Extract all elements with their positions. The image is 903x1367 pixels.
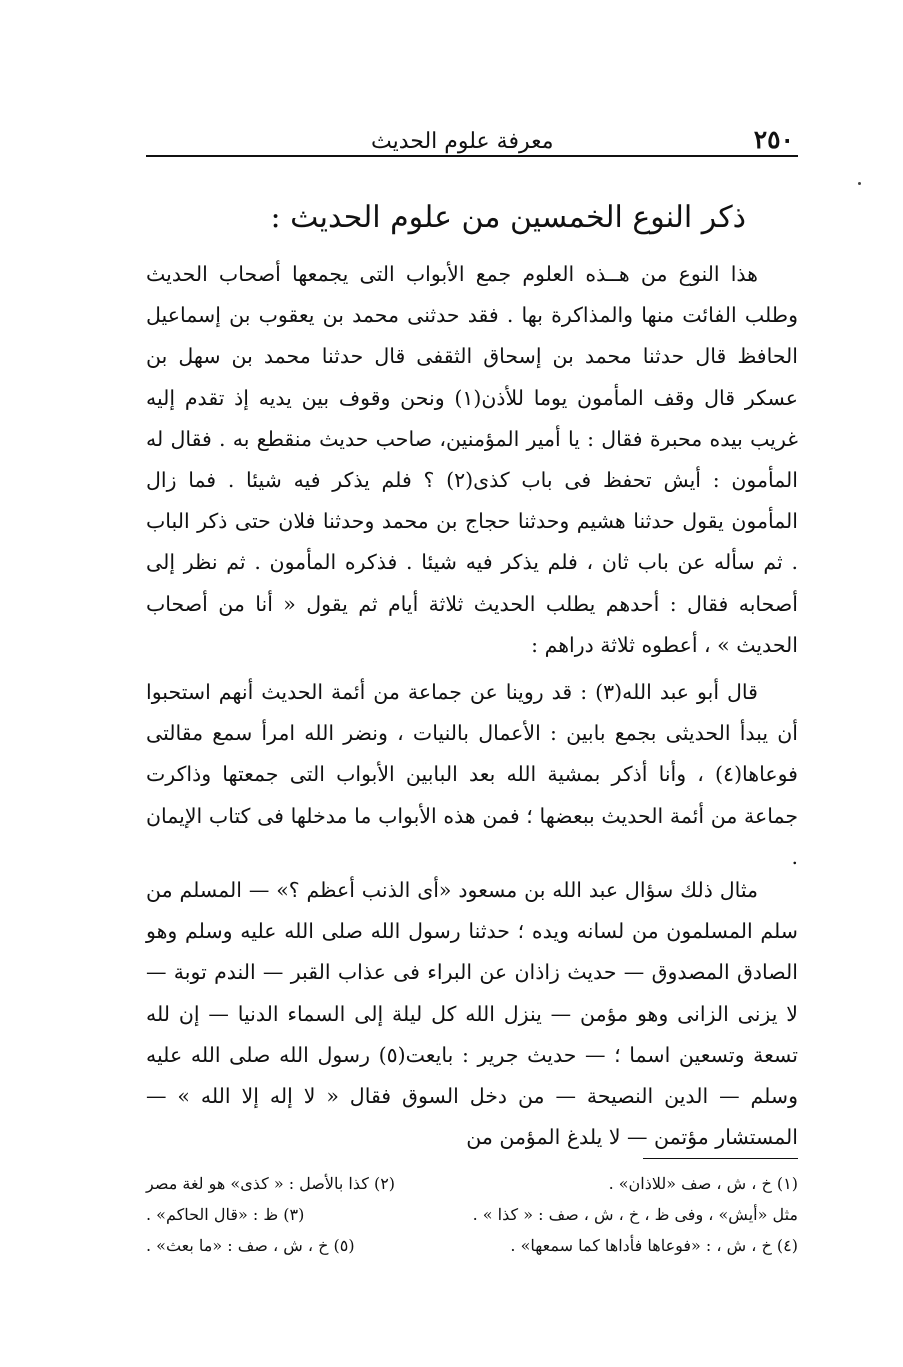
scan-speck	[858, 182, 861, 185]
footnote-4: (٤) خ ، ش ، : «فوعاها فأداها كما سمعها» .	[510, 1236, 798, 1255]
footnote-1: (١) خ ، ش ، صف «للاذان» .	[608, 1174, 798, 1193]
header-rule	[146, 155, 798, 157]
footnote-rule	[643, 1158, 798, 1159]
footnote-2-continued: مثل «أيش» ، وفى ظ ، خ ، ش ، صف : « كذا » .	[472, 1205, 798, 1224]
footnote-5: (٥) خ ، ش ، صف : «ما بعث» .	[146, 1236, 355, 1255]
footnote-row	[146, 1230, 806, 1261]
page-header	[146, 108, 798, 154]
paragraph-3	[146, 870, 798, 1158]
paragraph-1-text: هذا النوع من هــذه العلوم جمع الأبواب التى يجمعها أصحاب الحديث وطلب الفائت منها والمذاكرة بها . فقد حدثنى محمد بن يعقوب بن إسماعيل الحافظ قال حدثنا محمد بن إسحاق الثقفى قال حدثنا محمد بن سهل بن عسكر قال وقف المأمون يوما للأذن(١) ونحن وقوف بين يديه إذ تقدم إليه غريب بيده محبرة فقال : يا أمير المؤمنين، صاحب حديث منقطع به . فقال له المأمون : أيش تحفظ فى باب كذى(٢) ؟ فلم يذكر فيه شيئا . فما زال المأمون يقول حدثنا هشيم وحدثنا حجاج بن محمد وحدثنا فلان حتى ذكر الباب . ثم سأله عن باب ثان ، فلم يذكر فيه شيئا . فذكره المأمون . ثم نظر إلى أصحابه فقال : أحدهم يطلب الحديث ثلاثة أيام ثم يقول « أنا من أصحاب الحديث » ، أعطوه ثلاثة دراهم :	[146, 262, 798, 657]
paragraph-1	[146, 254, 798, 666]
footnote-row	[146, 1168, 806, 1199]
paragraph-3-text: مثال ذلك سؤال عبد الله بن مسعود «أى الذنب أعظم ؟» — المسلم من سلم المسلمون من لسانه ويده ؛ حدثنا رسول الله صلى الله عليه وسلم وهو الصادق المصدوق — حديث زاذان عن البراء فى عذاب القبر — الندم توبة — لا يزنى الزانى وهو مؤمن — ينزل الله كل ليلة إلى السماء الدنيا — إن لله تسعة وتسعين اسما ؛ — حديث جرير : بايعت(٥) رسول الله صلى الله عليه وسلم — الدين النصيحة — من دخل السوق فقال « لا إله إلا الله » — المستشار مؤتمن — لا يلدغ المؤمن من	[146, 878, 798, 1150]
section-heading: ذكر النوع الخمسين من علوم الحديث :	[270, 200, 746, 235]
page-number: ٢٥٠	[753, 125, 794, 154]
paragraph-2-text: قال أبو عبد الله(٣) : قد روينا عن جماعة من أئمة الحديث أنهم استحبوا أن يبدأ الحديثى بجمع بابين : الأعمال بالنيات ، ونضر الله امرأ سمع مقالتى فوعاها(٤) ، وأنا أذكر بمشية الله بعد البابين الأبواب التى جمعتها وذاكرت جماعة من أئمة الحديث ببعضها ؛ فمن هذه الأبواب ما مدخلها فى كتاب الإيمان .	[146, 680, 798, 869]
footnote-2: (٢) كذا بالأصل : « كذى» هو لغة مصر	[146, 1174, 396, 1193]
running-title: معرفة علوم الحديث	[371, 129, 554, 154]
footnote-3: (٣) ظ : «قال الحاكم» .	[146, 1205, 305, 1224]
paragraph-2	[146, 672, 798, 878]
footnote-row	[146, 1199, 806, 1230]
footnotes	[146, 1168, 806, 1261]
